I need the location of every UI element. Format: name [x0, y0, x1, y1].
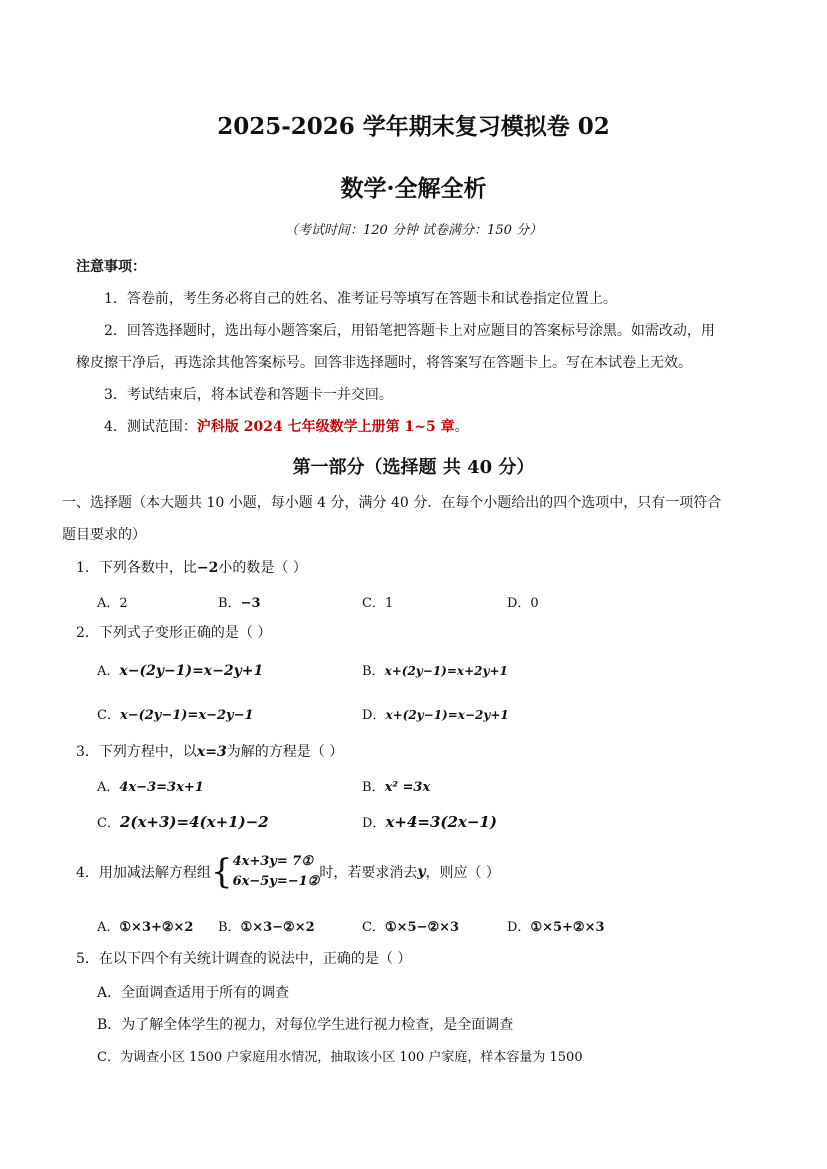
- q3-option-c: [97, 812, 269, 831]
- q2-option-d: [362, 704, 509, 723]
- q3-option-b-label: B．: [362, 780, 385, 795]
- equation-system: [233, 852, 320, 892]
- q2-option-b-math: x+(2y−1)=x+2y+1: [384, 664, 508, 678]
- q4-stem-c: ，则应（ ）: [425, 865, 500, 881]
- test-range: 沪科版 2024 七年级数学上册第 1~5 章: [196, 419, 455, 435]
- q3-stem-math: x=3: [196, 744, 227, 760]
- q2-option-a-label: A．: [97, 664, 120, 679]
- q4-option-a-math: ①×3+②×2: [119, 920, 194, 935]
- q2-option-a-math: x−(2y−1)=x−2y+1: [119, 663, 264, 679]
- notice-item-2-line-2: 橡皮擦干净后，再选涂其他答案标号。回答非选择题时，将答案写在答题卡上。写在本试卷上无效。: [76, 355, 692, 371]
- question-5-stem: 5．在以下四个有关统计调查的说法中，正确的是（ ）: [76, 951, 412, 967]
- q4-option-c-label: C．: [362, 920, 385, 935]
- q2-option-b: [362, 660, 508, 679]
- q4-stem-a: 4．用加减法解方程组: [76, 865, 211, 881]
- q5-option-b: B．为了解全体学生的视力，对每位学生进行视力检查，是全面调查: [97, 1017, 514, 1033]
- q4-option-d-math: ①×5+②×3: [530, 920, 605, 935]
- q3-option-a-label: A．: [97, 780, 120, 795]
- q1-stem-b: 小的数是（ ）: [218, 560, 307, 576]
- notice-item-3: 3．考试结束后，将本试卷和答题卡一并交回。: [104, 387, 393, 403]
- q1-option-b-math: −3: [240, 596, 261, 611]
- q5-option-a: A．全面调查适用于所有的调查: [97, 985, 290, 1001]
- q3-stem-b: 为解的方程是（ ）: [226, 744, 344, 760]
- q4-equation-2: 6x−5y=−1②: [232, 874, 320, 889]
- q3-option-d-math: x+4=3(2x−1): [385, 813, 497, 831]
- q3-option-c-math: 2(x+3)=4(x+1)−2: [119, 813, 269, 831]
- notice-heading: 注意事项：: [76, 259, 146, 275]
- page-subtitle: 数学·全解全析: [340, 175, 487, 202]
- question-3-stem: [76, 741, 343, 761]
- q3-option-c-label: C．: [97, 816, 120, 831]
- q2-option-d-math: x+(2y−1)=x−2y+1: [385, 708, 509, 722]
- section-intro-line-1: 一、选择题（本大题共 10 小题，每小题 4 分，满分 40 分．在每个小题给出的四个选项中，只有一项符合: [62, 495, 722, 511]
- question-2-stem: 2．下列式子变形正确的是（ ）: [76, 625, 272, 641]
- q3-option-a-math: 4x−3=3x+1: [119, 780, 204, 795]
- q2-option-c: [97, 704, 254, 723]
- q1-option-d: D．0: [507, 596, 539, 611]
- q4-option-c-math: ①×5−②×3: [384, 920, 460, 935]
- q3-option-a: [97, 776, 204, 795]
- q5-option-c: C．为调查小区 1500 户家庭用水情况，抽取该小区 100 户家庭，样本容量为 1500: [97, 1050, 583, 1065]
- notice-item-1: 1．答卷前，考生务必将自己的姓名、准考证号等填写在答题卡和试卷指定位置上。: [104, 291, 617, 307]
- question-1-stem: [76, 557, 307, 577]
- q1-option-c: C．1: [362, 596, 394, 611]
- brace-icon: {: [210, 852, 233, 892]
- page-title: 2025-2026 学年期末复习模拟卷 02: [217, 113, 610, 140]
- notice-item-4: [104, 416, 469, 436]
- q3-stem-a: 3．下列方程中，以: [76, 744, 197, 760]
- section-intro-line-2: 题目要求的）: [62, 527, 146, 543]
- q1-stem-a: 1．下列各数中，比: [76, 560, 197, 576]
- q4-option-b: [218, 916, 315, 935]
- q4-option-d: [507, 916, 605, 935]
- q1-option-b: [218, 592, 261, 611]
- q1-stem-math: −2: [196, 560, 219, 576]
- notice-item-2-line-1: 2．回答选择题时，选出每小题答案后，用铅笔把答题卡上对应题目的答案标号涂黑。如需改动，用: [104, 323, 715, 339]
- section-title: 第一部分（选择题 共 40 分）: [292, 457, 535, 478]
- q4-option-c: [362, 916, 459, 935]
- question-4-stem: [76, 852, 500, 892]
- q3-option-d: [362, 812, 497, 831]
- q1-option-b-label: B．: [218, 596, 241, 611]
- q1-option-a: A．2: [97, 596, 128, 611]
- q4-option-b-math: ①×3−②×2: [240, 920, 315, 935]
- q2-option-b-label: B．: [362, 664, 385, 679]
- q3-option-b-math: x² =3x: [384, 780, 431, 795]
- q2-option-d-label: D．: [362, 708, 386, 723]
- q3-option-d-label: D．: [362, 816, 386, 831]
- q2-option-c-label: C．: [97, 708, 120, 723]
- q3-option-b: [362, 776, 430, 795]
- notice-item-4-prefix: 4．测试范围：: [104, 419, 197, 435]
- q4-stem-var: y: [417, 864, 426, 880]
- notice-item-4-suffix: 。: [454, 419, 469, 435]
- q4-option-a: [97, 916, 193, 935]
- q4-equation-1: 4x+3y= 7①: [232, 854, 313, 869]
- q2-option-c-math: x−(2y−1)=x−2y−1: [119, 708, 254, 723]
- q4-stem-b: 时，若要求消去: [319, 865, 418, 881]
- q4-option-a-label: A．: [97, 920, 120, 935]
- q2-option-a: [97, 660, 263, 679]
- q4-option-d-label: D．: [507, 920, 531, 935]
- exam-info: （考试时间：120 分钟 试卷满分：150 分）: [284, 223, 543, 238]
- q4-option-b-label: B．: [218, 920, 241, 935]
